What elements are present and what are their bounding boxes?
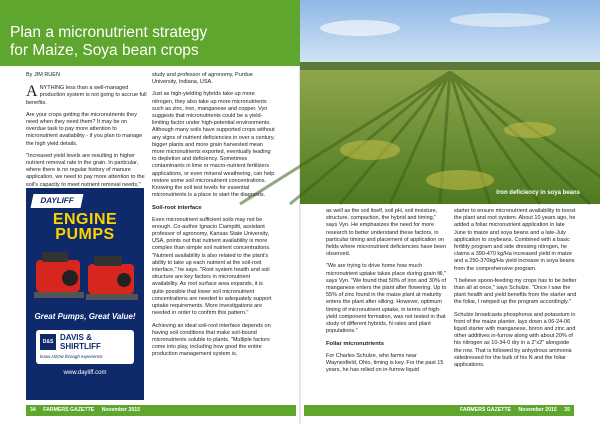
section-heading: Soil-root interface xyxy=(152,205,202,212)
paragraph: as well as the soil itself, soil pH, soil moisture, structure, compaction, the hybrid and timing," says Vyn. He emphasizes the need for more research to better understand these factors, in particular timing and placement of application on fields where micronutrient deficiencies have been observed. xyxy=(326,208,447,258)
ad-url-link[interactable]: www.dayliff.com xyxy=(63,370,107,376)
paragraph: Achieving an ideal soil-root interface depends on having soil conditions that make soil-bound micronutrients soluble to plants. "Multiple factors come into play, including how good the entire production management system is, xyxy=(152,322,271,358)
title-line-2: for Maize, Soya bean crops xyxy=(10,42,199,59)
logo-slogan: know H2Ow through experience xyxy=(40,354,103,359)
paragraph: For Charles Schulze, who farms near Waynesfield, Ohio, timing is key. For the past 15 years, he has relied on in-furrow liquid xyxy=(326,352,444,374)
article-column-1 xyxy=(26,72,148,188)
byline: By JIM RUEN xyxy=(26,72,60,78)
dayliff-advertisement[interactable] xyxy=(26,188,144,400)
article-column-2 xyxy=(152,72,276,412)
paragraph: Schulze broadcasts phosphorus and potassium in front of the maize planter, lays down a 06-24-06 liquid starter with manganese, boron and zinc and other additives in-furrow along with about 20% of his nitrogen as 10-34-0 dry in a 2"x2" alongside the row. That is followed by anhydrous ammonia sidedressed for the bulk of his N and the foliar applications. xyxy=(454,311,576,369)
publication-name-left: FARMERS GAZETTE xyxy=(43,407,95,413)
issue-date-right: November 2015 xyxy=(518,407,557,413)
davis-shirtliff-logo xyxy=(36,330,134,364)
paragraph-text: NYTHING less than a well-managed production system is not going to accrue full benefits. xyxy=(26,85,147,106)
article-title xyxy=(10,24,207,60)
page-number-left: 34 xyxy=(30,407,36,413)
paragraph: Just as high-yielding hybrids take up more nitrogen, they also take up more micronutrients such as zinc, iron, manganese and copper. Vyn suggests that micronutrients could be a yield-limiting factor under high-potential environments. Although many soils have supported crops without any signs of nutrient deficiencies in over a century, bigger plants and more grain harvested mean more micronutrients exported, eventually leading to depletion and deficiency. Sometimes contaminants in lime or macro-nutrient fertilizers applications, or even mineral weathering, can help restore some soil micronutrient concentrations. Knowing the soil test levels for essential micronutrients is a place to start the diagnosis. xyxy=(152,91,275,199)
publication-name-right: FARMERS GAZETTE xyxy=(459,407,511,413)
paragraph: "We are trying to drive home how much micronutrient uptake takes place during grain fill," says Vyn. "We found that 50% of iron and 30% of manganese enters the plant after flowering. Up to 55% of zinc found in the maize plant at maturity enters the plant after silking. However, optimum timing of micronutrient uptake, in terms of high-yield component formation, was not tested in that study of different hybrids, N rates and plant populations." xyxy=(326,263,447,335)
footer-left xyxy=(26,405,296,416)
photo-caption: Iron deficiency in soya beans xyxy=(496,190,580,196)
title-band xyxy=(0,0,300,66)
ad-headline-line-1: ENGINE xyxy=(52,211,118,228)
paragraph: study and professor of agronomy, Purdue University, Indiana, USA. xyxy=(152,72,253,86)
paragraph: starter to ensure micronutrient availability to boost the plant and root system. About 10 years ago, he added a foliar micronutrient application in late June to maize and soya beans and a late-July application to soybeans. Combined with a basic fertility program and side dressing nitrogen, he claims a 390-470 kg/Ha increased yield in maize and a 250-370kg/Ha yield increase in soya beans from the comprehensive program. xyxy=(454,208,576,272)
paragraph: Are your crops getting the micronutrients they need when they need them? It may be on overdue task to pay more attention to micronutrient availability - if you plan to manage the high yield details. xyxy=(26,111,143,147)
drop-cap: A xyxy=(26,83,38,101)
paragraph: "I believe spoon-feeding my crops has to be better than all at once," says Schulze. "Once I saw the plant health and yield benefits from the starter and the foliar, I ramped up the program accordingly." xyxy=(454,277,577,306)
ad-tagline: Great Pumps, Great Value! xyxy=(34,312,136,321)
section-heading: Foliar micronutrients xyxy=(326,341,384,348)
article-column-3 xyxy=(326,208,448,403)
paragraph: "Increased yield levels are resulting in higher nutrient removal rate in the grain. In particular, where there is no regular history of manure application, we need to pay more attention to the soil's capacity to meet nutrient removal needs," xyxy=(26,152,145,188)
logo-name: DAVIS & SHIRTLIFF xyxy=(60,333,101,351)
ad-headline xyxy=(30,212,140,242)
footer-right xyxy=(304,405,574,416)
ad-headline-line-2: PUMPS xyxy=(55,226,115,243)
paragraph: Even micronutrient sufficient soils may not be enough. Co-author Ignacio Ciampitti, assistant professor of agronomy, Kansas State University, USA, points out that nutrient availability is more complex than simple soil nutrient concentrations. "Nutrient availability is also related to the plant's ability to take up each nutrient at the soil-root interface," he says. "Root system health and soil structure are key factors in micronutrient availability. As root surface area expands, it is quite possible that lower soil micronutrient concentrations are needed to adequately support uptake requirements. More investigations are needed in order to confirm this pattern." xyxy=(152,216,272,317)
engine-pump-image xyxy=(30,246,140,308)
paragraph xyxy=(26,85,148,107)
dayliff-logo: DAYLIFF xyxy=(31,194,84,208)
issue-date-left: November 2015 xyxy=(101,407,141,413)
page-number-right: 35 xyxy=(564,407,570,413)
title-line-1: Plan a micronutrient strategy xyxy=(10,24,208,41)
article-column-4 xyxy=(454,208,578,403)
soybean-field-photo xyxy=(300,0,600,204)
logo-mark: D&S xyxy=(40,334,56,350)
